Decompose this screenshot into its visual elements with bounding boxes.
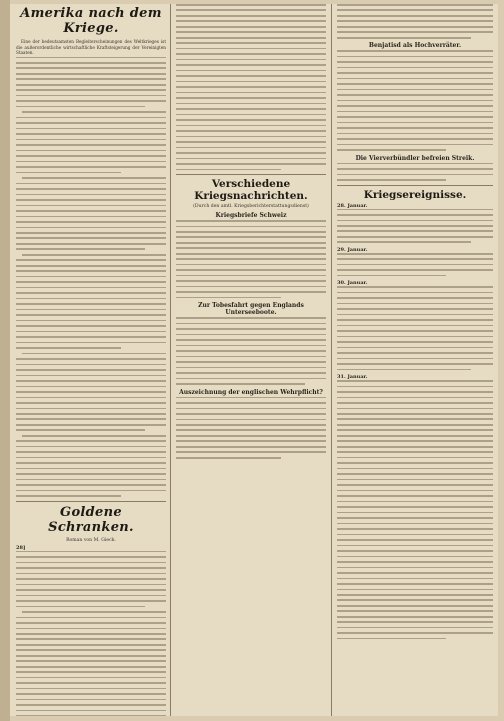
event-body — [337, 209, 493, 244]
article-body — [16, 57, 166, 497]
col3-subheading-a: Benjatisd als Hochverräter. — [368, 42, 462, 50]
col3-body-a — [337, 50, 493, 150]
news-body-a — [176, 317, 326, 384]
section-divider — [337, 185, 493, 186]
event-body — [337, 380, 493, 639]
event-date: 29. Januar. — [337, 246, 368, 253]
page-gutter — [0, 0, 10, 721]
newspaper-page — [10, 4, 498, 716]
section-divider — [176, 174, 326, 175]
column-rule — [170, 4, 171, 716]
section-divider — [16, 501, 166, 502]
news-source: (Durch den amtl. Kriegsberichterstattungsdienst) — [193, 204, 309, 210]
serial-number: 28] — [16, 544, 26, 551]
event-date: 30. Januar. — [337, 280, 368, 287]
news-body — [176, 220, 326, 298]
col3-body-b — [337, 163, 493, 181]
column-rule — [331, 4, 332, 716]
news-subheading: Kriegsbriefe Schweiz — [215, 212, 287, 220]
column-3-top — [337, 4, 493, 39]
article-continuation — [176, 4, 326, 170]
news-subheading-a: Zur Tobesfahrt gegen Englands Unterseeboote. — [198, 302, 304, 317]
column-3 — [337, 4, 493, 716]
event-date: 28. Januar. — [337, 202, 368, 209]
serial-heading: Goldene Schranken. — [48, 504, 134, 535]
col3-subheading-b: Die Vierverbündler befreien Streik. — [355, 154, 475, 162]
serial-body — [16, 551, 166, 716]
serial-byline: Roman von M. Gieck. — [66, 537, 116, 543]
events-heading: Kriegsereignisse. — [363, 188, 467, 201]
news-heading: Verschiedene Kriegsnachrichten. — [194, 178, 308, 203]
news-body-b — [176, 397, 326, 459]
article-heading: Amerika nach dem Kriege. — [20, 6, 162, 36]
event-body — [337, 286, 493, 370]
column-2 — [176, 4, 326, 716]
event-body — [337, 253, 493, 277]
column-1 — [16, 4, 166, 716]
news-subheading-b: Auszeichnung der englischen Wehrpflicht? — [179, 388, 323, 396]
event-date: 31. Januar. — [337, 374, 368, 381]
article-intro: Eine der bedeutsamsten Begleiterscheinungen des Weltkrieges ist die außerordentliche wirtschaftliche Kraftsteigerung der Vereinigten Staaten. — [16, 39, 166, 55]
